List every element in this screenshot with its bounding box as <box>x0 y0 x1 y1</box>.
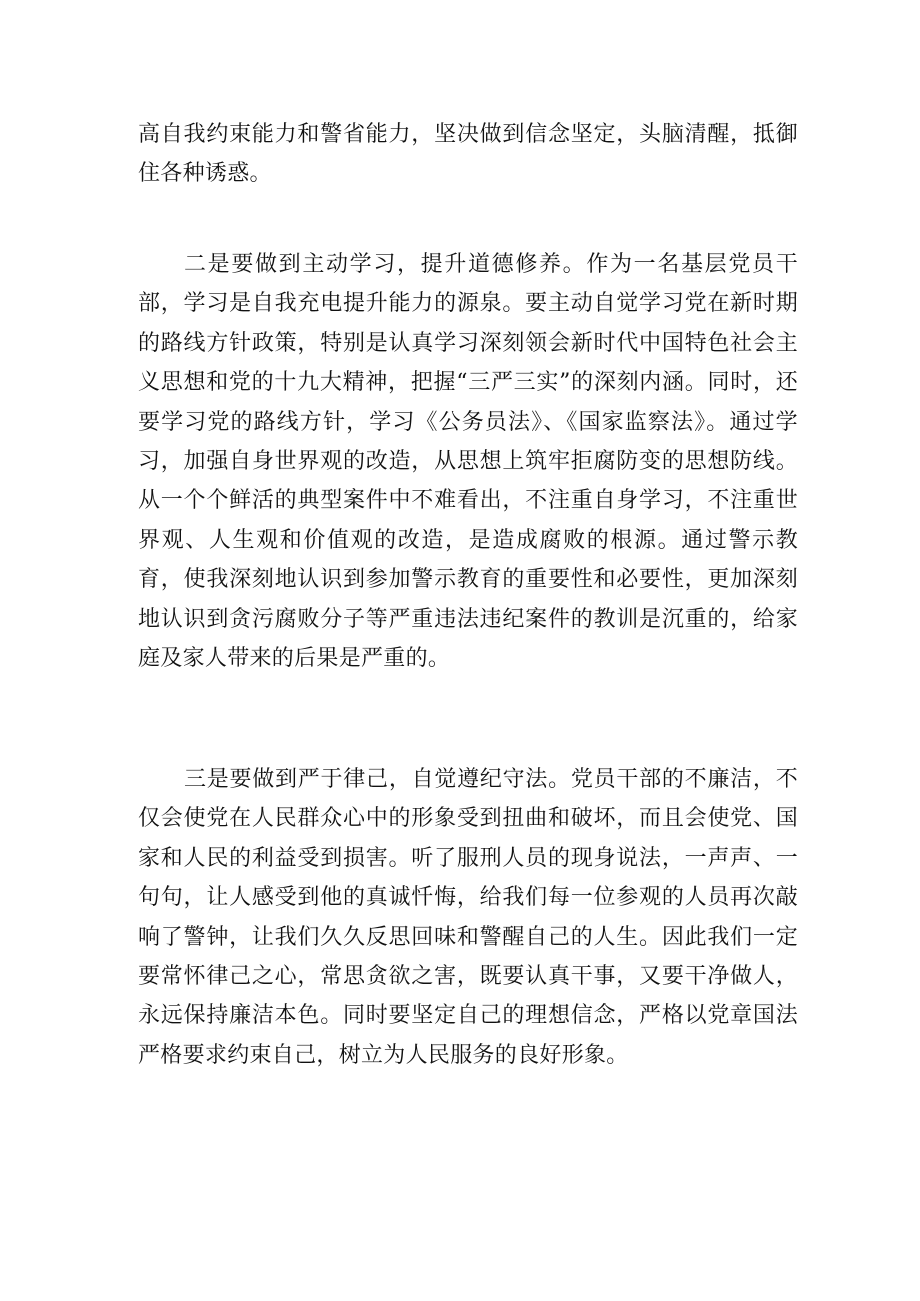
paragraph-continued: 高自我约束能力和警省能力，坚决做到信念坚定，头脑清醒，抵御住各种诱惑。 <box>138 122 798 187</box>
paragraph-study: 二是要做到主动学习，提升道德修养。作为一名基层党员干部，学习是自我充电提升能力的源泉。要主动自觉学习党在新时期的路线方针政策，特别是认真学习深刻领会新时代中国特色社会主义思想和党的十九大精神，把握“三严三实”的深刻内涵。同时，还要学习党的路线方针，学习《公务员法》、《国家监察法》。通过学习，加强自身世界观的改造，从思想上筑牢拒腐防变的思想防线。从一个个鲜活的典型案件中不难看出，不注重自身学习，不注重世界观、人生观和价值观的改造，是造成腐败的根源。通过警示教育，使我深刻地认识到参加警示教育的重要性和必要性，更加深刻地认识到贪污腐败分子等严重违法违纪案件的教训是沉重的，给家庭及家人带来的后果是严重的。 <box>138 252 798 672</box>
paragraph-self-discipline: 三是要做到严于律己，自觉遵纪守法。党员干部的不廉洁，不仅会使党在人民群众心中的形象受到扭曲和破坏，而且会使党、国家和人民的利益受到损害。听了服刑人员的现身说法，一声声、一句句，让人感受到他的真诚忏悔，给我们每一位参观的人员再次敲响了警钟，让我们久久反思回味和警醒自己的人生。因此我们一定要常怀律己之心，常思贪欲之害，既要认真干事，又要干净做人，永远保持廉洁本色。同时要坚定自己的理想信念，严格以党章国法严格要求约束自己，树立为人民服务的良好形象。 <box>138 767 798 1068</box>
